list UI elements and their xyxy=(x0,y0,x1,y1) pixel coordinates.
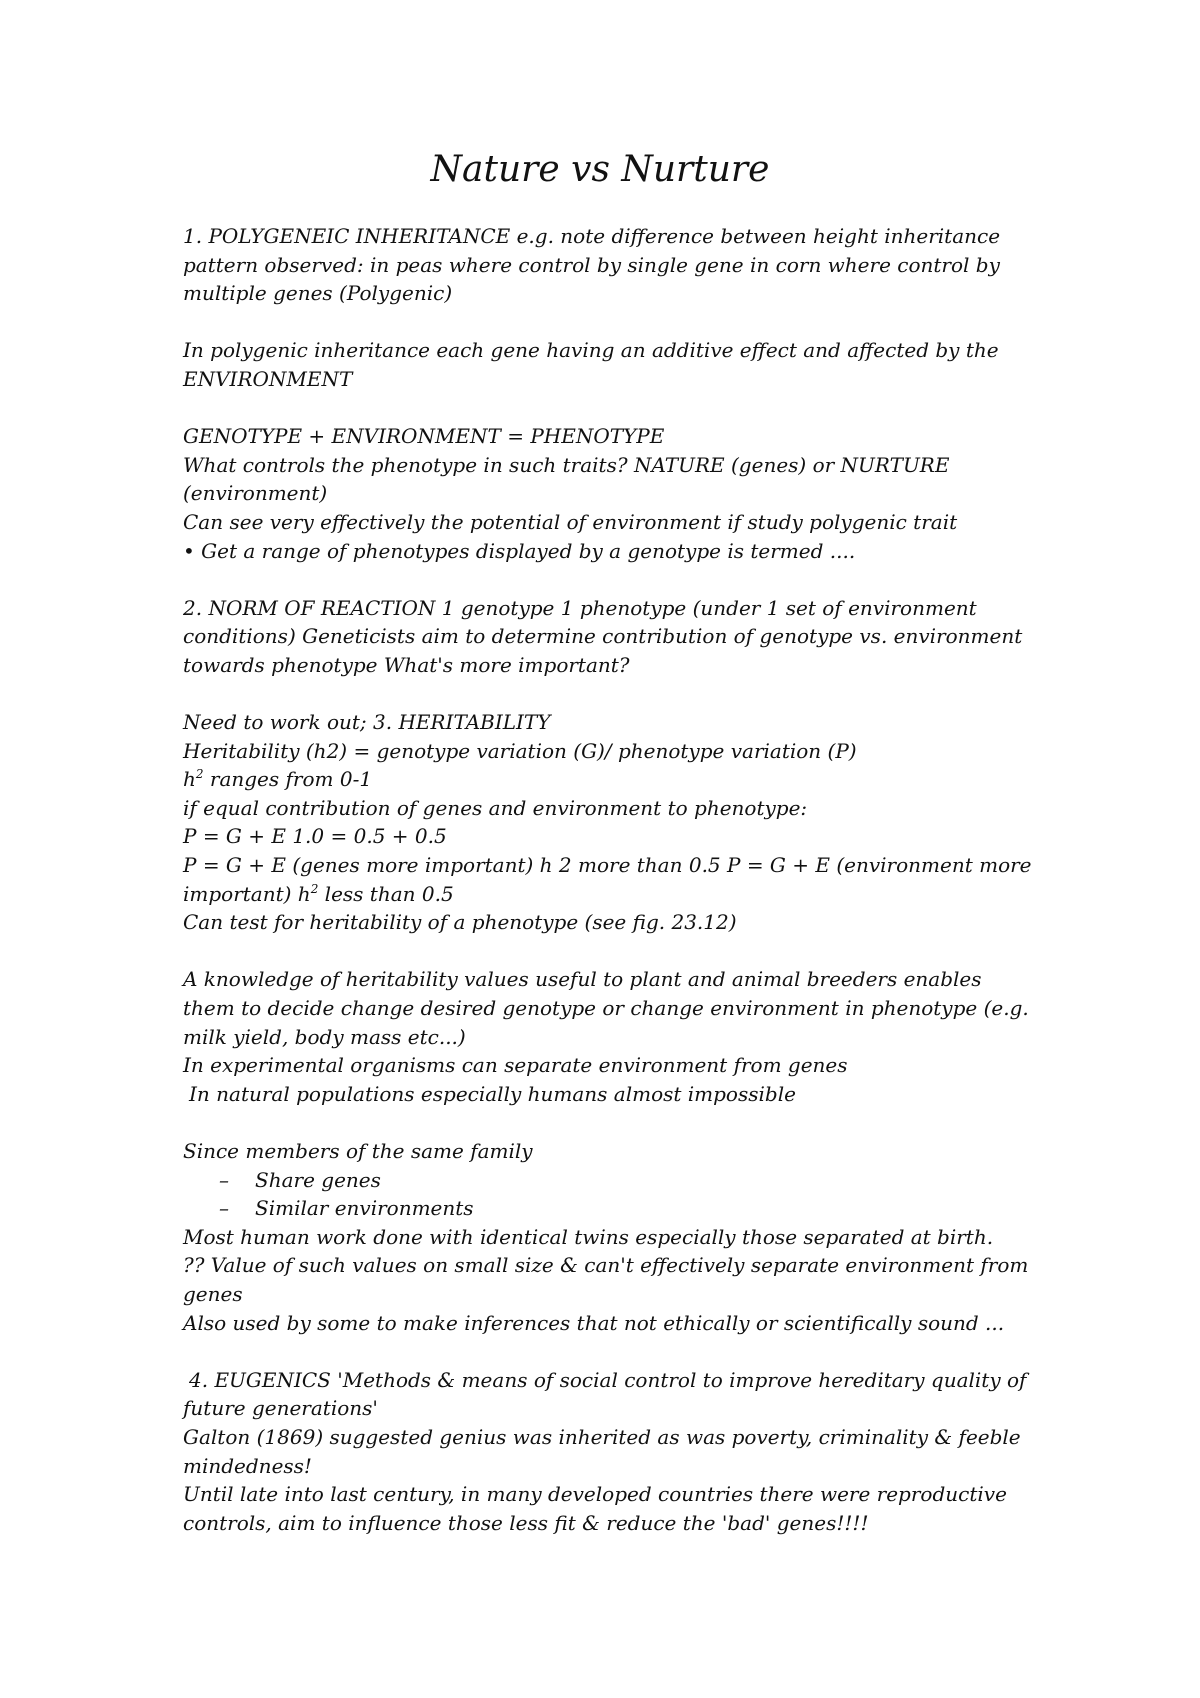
text-line: milk yield, body mass etc...) xyxy=(183,1024,466,1049)
text-run: ranges from 0-1 xyxy=(203,767,373,792)
text-line: multiple genes (Polygenic) xyxy=(183,281,453,306)
text-line xyxy=(183,880,1043,909)
paragraph-gap xyxy=(183,1337,1043,1366)
text-line: GENOTYPE + ENVIRONMENT = PHENOTYPE xyxy=(183,424,665,449)
text-line: Since members of the same family xyxy=(183,1139,533,1163)
paragraph-heritability-uses xyxy=(183,965,1043,1108)
text-line: future generations' xyxy=(183,1396,378,1421)
text-line: What controls the phenotype in such traits? NATURE (genes) or NURTURE xyxy=(183,452,950,477)
list-item xyxy=(183,1166,1043,1195)
text-line: In polygenic inheritance each gene having an additive effect and affected by the xyxy=(183,338,999,363)
paragraph-gap xyxy=(183,1108,1043,1137)
text-run: less than 0.5 xyxy=(318,881,454,906)
paragraph-gap xyxy=(183,565,1043,594)
paragraph-family-twins xyxy=(183,1137,1043,1337)
list-item xyxy=(183,1194,1043,1223)
page-title: Nature vs Nurture xyxy=(430,149,770,190)
paragraph-gap xyxy=(183,394,1043,423)
paragraph-gap xyxy=(183,937,1043,966)
paragraph-gap xyxy=(183,680,1043,709)
section-norm-of-reaction xyxy=(183,594,1043,680)
text-run: important) h xyxy=(183,881,311,906)
paragraph-genotype-environment xyxy=(183,422,1043,565)
text-line: controls, aim to influence those less fit & reduce the 'bad' genes!!!! xyxy=(183,1510,869,1535)
dash-marker: – xyxy=(219,1167,229,1192)
list-item-text: Share genes xyxy=(255,1167,381,1192)
text-line: In experimental organisms can separate environment from genes xyxy=(183,1053,848,1078)
section-eugenics xyxy=(183,1366,1043,1538)
bullet-line: • Get a range of phenotypes displayed by a genotype is termed .... xyxy=(183,538,856,563)
text-line: 2. NORM OF REACTION 1 genotype 1 phenotype (under 1 set of environment xyxy=(183,595,977,620)
text-line: Galton (1869) suggested genius was inherited as was poverty, criminality & feeble xyxy=(183,1424,1021,1449)
text-line: Need to work out; 3. HERITABILITY xyxy=(183,710,551,735)
h-symbol: h xyxy=(183,767,196,792)
superscript: 2 xyxy=(310,881,319,896)
text-line: genes xyxy=(183,1281,243,1306)
text-line: In natural populations especially humans almost impossible xyxy=(189,1081,796,1106)
text-line xyxy=(183,765,1043,794)
dash-marker: – xyxy=(219,1196,229,1221)
text-line: Can see very effectively the potential of environment if study polygenic trait xyxy=(183,509,958,534)
text-line: 4. EUGENICS 'Methods & means of social control to improve hereditary quality of xyxy=(189,1367,1027,1392)
text-line: (environment) xyxy=(183,481,328,506)
paragraph-additive-effect xyxy=(183,336,1043,393)
paragraph-gap xyxy=(183,308,1043,337)
text-line: pattern observed: in peas where control by single gene in corn where control by xyxy=(183,252,1000,277)
document-body xyxy=(183,222,1043,1537)
text-line: Until late into last century, in many developed countries there were reproductive xyxy=(183,1482,1007,1507)
equation-line: P = G + E 1.0 = 0.5 + 0.5 xyxy=(183,824,447,849)
list-item-text: Similar environments xyxy=(255,1196,474,1221)
section-heritability xyxy=(183,708,1043,937)
text-line: ENVIRONMENT xyxy=(183,366,353,391)
text-line: Can test for heritability of a phenotype (see fig. 23.12) xyxy=(183,910,737,935)
text-line: Most human work done with identical twins especially those separated at birth. xyxy=(183,1224,994,1249)
text-line: Heritability (h2) = genotype variation (G)/ phenotype variation (P) xyxy=(183,738,857,763)
text-line: if equal contribution of genes and environment to phenotype: xyxy=(183,795,808,820)
superscript: 2 xyxy=(195,767,204,782)
text-line: them to decide change desired genotype or change environment in phenotype (e.g. xyxy=(183,996,1029,1021)
text-line: A knowledge of heritability values useful to plant and animal breeders enables xyxy=(183,967,982,992)
equation-line: P = G + E (genes more important) h 2 more than 0.5 P = G + E (environment more xyxy=(183,853,1032,878)
text-line: conditions) Geneticists aim to determine contribution of genotype vs. environment xyxy=(183,624,1023,649)
text-line: Also used by some to make inferences that not ethically or scientifically sound ... xyxy=(183,1310,1005,1335)
text-line: 1. POLYGENEIC INHERITANCE e.g. note difference between height inheritance xyxy=(183,224,1001,248)
section-polygenic-inheritance xyxy=(183,222,1043,308)
text-line: ?? Value of such values on small size & can't effectively separate environment from xyxy=(183,1253,1029,1278)
text-line: mindedness! xyxy=(183,1453,312,1478)
text-line: towards phenotype What's more important? xyxy=(183,652,630,677)
